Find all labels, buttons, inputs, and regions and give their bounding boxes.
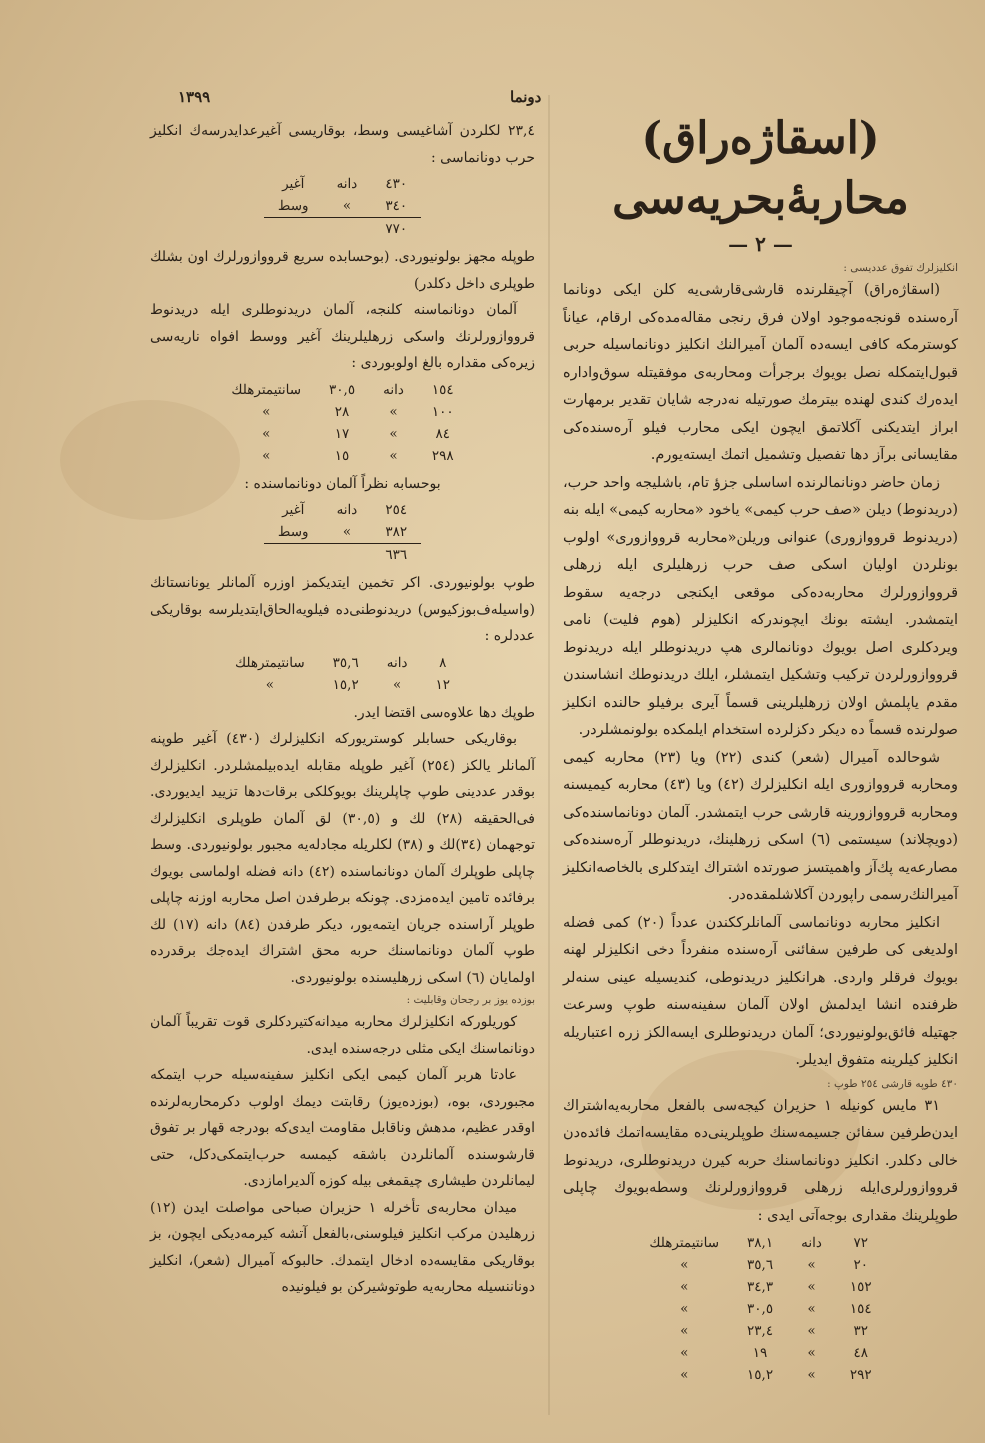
table-row: ٤٨ » ١٩ » [680, 1345, 868, 1361]
table-row: ٣٤٠ » وسط [277, 198, 408, 214]
greek-ship-guns-table [221, 652, 464, 696]
paragraph: آلمان دونانماسنه کلنجه، آلمان دریدنوطلری ایله دریدنوط قرووازورلرنك واسکی زرهلیلرینك آغیر ووسط افواه ناریه‌سی زیره‌کی مقداره بالغ اولوبوردی : [150, 302, 535, 371]
table-row: ١٢ » ١٥,٢ » [265, 676, 450, 693]
table-total-row: ٧٧٠ [264, 218, 421, 241]
paragraph: (اسقاژه‌راق) آچیقلرنده قارشی‌قارشی‌یه کلن ایکی دونانما آره‌سنده قونجه‌موجود اولان فرق رنجی مقاله‌مده‌کی ارقام، عیاناً کوسترمکه کافی ایسه‌ده آلمان آمیرالنك انکلیز دونانماسیله حربی قبول‌ایتمکله نصل بویوك برجرأت ومحاربه‌ی موفقیتله سوق‌واداره ایده‌رك کندی لهنده بیترمك صورتیله نه‌درجه شایان تقدیر برمهارت ابراز ایتدیکنی آکلاتمق ایچون ایکی محارب فیلو آره‌سنده‌کی مقایسانی برآز دها تفصیل وتشمیل اتمك ایسته‌یورم. [563, 282, 958, 463]
paragraph: طوپ بولونیوردی. اکر تخمین ایتدیکمز اوزره آلمانلر یونانستانك (واسیله‌ف‌بوزکیوس) دریدنوطنی‌ده فیلویه‌الحاق‌ایتدیلرسه بوقاریکی عددلره : [150, 575, 535, 644]
table-row: ٨ دانه ٣٥,٦ سانتیمترهلك [235, 654, 447, 671]
table-row: ١٠٠ » ٢٨ » [262, 403, 454, 420]
table-row: ١٥٢ » ٣٤,٣ » [680, 1279, 872, 1295]
table-row: ٨٤ » ١٧ » [262, 425, 450, 442]
section-note: بوزده یوز بر رجحان وقابلیت : [406, 994, 535, 1006]
paragraph: میدان محاربه‌ی تأخرله ١ حزیران صباحی مواصلت ایدن (١٢) زرهلیدن مرکب انکلیز فیلوسنی،بالفعل آتشه کیرمه‌دیکی ایچون، بز بوقاریکی مقایسه‌ده ادخال ایتمدك. حالبوکه آمیرال (شعر)، انکلیز دوناننسیله محاربه‌یه طوتوشیرکن بو فیلونیده [150, 1199, 535, 1295]
paragraph: بوقاریکی حسابلر کوستریورکه انکلیزلرك (٤٣٠) آغیر طوپنه آلمانلر یالکز (٢٥٤) آغیر طوپله مقابله ایده‌بیلمشلردر. انکلیزلرك بوقدر عددینی طوپ چاپلرینك بویوکلکی برقات‌دها تزیید ایدیوردی. فی‌الحقیقه (٢٨) لك و (٣٠,٥) لق آلمان طوپلری انکلیزلرك توجهمان (٣٤)لك و (٣٨) لکلریله مجادله‌یه مجبور بولونیوردی. وسط چاپلی طوپلرك آلمان دونانماسنده (٤٢) دانه فضله اولماسی بویوك برفائده تامین ایده‌مزدی. چونکه برطرفدن اصل محاربه اوزنه چاپلی طوپلر آراسنده جریان ایتمه‌یور، دیکر طرفدن (٨٤) دانه (١٧) لك طوپ آلمان دونانماسنك حربه محق اشتراك ایده‌جك برقدرده اولمایان (٦) اسکی زرهلیسنده بولونیوردی. [150, 731, 536, 986]
right-column [563, 105, 958, 1390]
paragraph: بوحسابه نظراً آلمان دونانماسنده : [244, 475, 441, 492]
british-guns-table [264, 173, 421, 240]
left-column [150, 118, 535, 1301]
table-row: ٢٩٨ » ١٥ » [262, 447, 454, 464]
table-row: ٧٢ دانه ٣٨,١ سانتیمترهلك [649, 1235, 868, 1251]
page-number: ١٣٩٩ [178, 88, 211, 106]
section-note: انکلیزلرك تفوق عددیسی : [843, 262, 958, 274]
paragraph: کوریلورکه انکلیزلرك محاربه میدانه‌کتیردکلری قوت تقریباً آلمان دونانماسنك ایکی مثلی درجه‌سنده ایدی. [150, 1014, 535, 1057]
article-title: (اسقاژه‌راق) محاربۀبحریه‌سی [612, 113, 909, 224]
paragraph: طوپك دها علاوه‌سی اقتضا ایدر. [353, 704, 535, 721]
table-row: ٢٠ » ٣٥,٦ » [680, 1257, 868, 1273]
german-guns-table [217, 379, 467, 467]
column-fold [548, 95, 550, 1415]
paragraph: زمان حاضر دونانمالرنده اساسلی جزؤ تام، باشلیجه واحد حرب، (دریدنوط) دیلن «صف حرب کیمی» یاخود «محاربه کیمی» ایله بنه (دریدنوط قرووازوری) عنوانی وریلن«محاربه قرووازوری» اولوب بونلردن اولیان اسکی صف حرب زرهلیلری ایله زرهلی قرووازورلرك محاربه‌ده‌کی موقعی ایکنجی درجه‌یه سقوط ایتمشدر. ایشته بونك ایچوندرکه انکلیزلر (هوم فلیت) نامی ویردکلری اصل بویوك دونانمالری هپ دریدنوطلر ایله دریدنوط قرووازورلردن ترکیب وتشکیل ایتمشلر، ایلك دریدنوطك انشاسندن مقدم یاپلمش اولان زرهلیلرینی قسماً آیری برفیلو حالنده انکلیز صولرنده قسماً ده دیکر دکزلرده استخدام ایلمکده بولونمشلردر. [563, 474, 958, 738]
guns-table [635, 1232, 885, 1386]
article-subtitle: — ٢ — [728, 232, 793, 256]
table-row: ٤٣٠ دانه آغیر [282, 176, 408, 192]
paragraph: شوحالده آمیرال (شعر) کندی (٢٢) ویا (٢٣) محاربه کیمی ومحاربه قرووازوری ایله انکلیزلرك (٤٢) ویا (٤٣) محاربه کیمیسنه ومحاربه قرووازورینه قارشی حرب ایتمشدر. آلمان دونانماسنده‌کی (دویچلاند) سیستمی (٦) اسکی زرهلینك، دریدنوطلر آره‌سنده‌کی مصارعه‌یه پك‌آز واهمیتسز صورتده اشتراك ایتدکلری بالخاصه‌انکلیز آمیرالنك‌رسمی راپوردن آکلاشلمقده‌در. [563, 749, 958, 903]
paragraph: عادتا هربر آلمان کیمی ایکی انکلیز سفینه‌سیله حرب ایتمکه مجبوردی، بوه، (بوزده‌یوز) رقابتت دیمك اولوب دکرمحاربه‌لرنده اوقدر عظیم، مدهش وناقابل مقاومت ایدی‌که بودرجه قهار بر تفوق قارشوسنده آلمانلردن باشقه کیمسه حرب‌ایتمکی‌دکل، حتی لیمانلردن طیشاری چیقمغی بیله کوزه آلدیرامازدی. [150, 1067, 535, 1189]
paragraph: ٣١ مایس کونیله ١ حزیران کیجه‌سی بالفعل محاربه‌یه‌اشتراك ایدن‌طرفین سفائن جسیمه‌سنك طوپلرینی‌ده مقایسه‌اتمك فائده‌دن خالی دکلدر. انکلیز دونانماسنك حربه کیرن دریدنوطلری، دریدنوط قرووازورلری‌ایله زرهلی قرووازورلرنك وسطه‌بویوك چاپلی طوپلرینك مقداری بوجه‌آتی ایدی : [563, 1097, 958, 1224]
table-row: ٣٨٢ » وسط [277, 524, 408, 540]
section-note: ٤٣٠ طوپه قارشی ٢٥٤ طوپ : [827, 1077, 958, 1090]
table-row: ٢٥٤ دانه آغیر [282, 502, 408, 518]
table-row: ٢٩٢ » ١٥,٢ » [680, 1367, 872, 1383]
table-row: ١٥٤ » ٣٠,٥ » [680, 1301, 872, 1317]
paragraph: ٢٣,٤ لکلردن آشاغیسی وسط، بوقاریسی آغیرعدایدرسه‌ك انکلیز حرب دونانماسی : [150, 123, 535, 166]
table-total-row: ٦٣٦ [264, 544, 421, 567]
german-totals-table [264, 499, 421, 566]
table-row: ٣٢ » ٢٣,٤ » [680, 1323, 868, 1339]
paragraph: انکلیز محاربه دونانماسی آلمانلرککندن عدداً (٢٠) کمی فضله اولدیغی کی طرفین سفائنی آره‌سنده منفرداً دخی انکلیزلر لهنه بویوك فرقلر واردی. هرانکلیز دریدنوطی، کندیسیله عینی سنه‌لر ظرفنده انشا ایدلمش اولان آلمان سفینه‌سنه طوپ وسرعت جهتیله فائق‌بولونیوردی؛ آلمان دریدنوطلری ایسه‌الکز زره اعتباریله انکلیز کیلرینه متفوق ایدیلر. [563, 914, 958, 1068]
running-title: دونما [510, 88, 542, 106]
paragraph: طوپله مجهز بولونیوردی. (بوحسابده سریع قرووازورلرك اون بشلك طوپلری داخل دکلدر) [150, 249, 535, 292]
table-row: ١٥٤ دانه ٣٠,٥ سانتیمترهلك [231, 381, 454, 398]
